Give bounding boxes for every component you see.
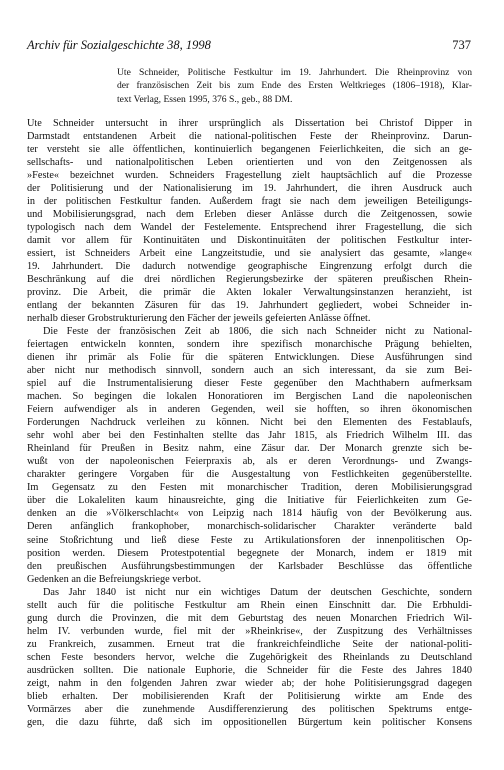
text-line: Deren anfänglich frankophober, monarchisch-solidarischer Charakter veränderte bald <box>27 521 472 533</box>
citation-line: Ute Schneider, Politische Festkultur im 19. Jahrhundert. Die Rheinprovinz von <box>117 67 472 78</box>
text-line: Im Gegensatz zu den Festen mit monarchischer Tradition, deren Mobilisierungsgrad <box>27 482 472 494</box>
text-line: stellt auch für die politische Festkultur am Rhein einen Einschnitt dar. Die Erbhuldi- <box>27 599 472 611</box>
text-line: Vormärzes aber die zunehmende Ausdifferenzierung des politischen Spektrums entge- <box>27 703 472 715</box>
text-line: damit vor allem für Kontinuitäten und Diskontinuitäten der politischen Festkultur inter- <box>27 235 472 247</box>
text-line: den preußischen Ausführungsbestimmungen der Karlsbader Beschlüsse das öffentliche <box>27 560 472 572</box>
text-line: Beschränkung auf die drei nördlichen Regierungsbezirke der späteren preußischen Rhein- <box>27 274 472 286</box>
text-line: in der politischen Festkultur fanden. Außerdem fragt sie nach dem jeweiligen Beteiligungs- <box>27 196 472 208</box>
text-line: der Politisierung und der Nationalisierung im 19. Jahrhundert, die ihren Ausdruck auch <box>27 183 472 195</box>
text-line: denken an die »Völkerschlacht« von Leipzig nach 1814 häufig von der Bevölkerung aus. <box>27 508 472 520</box>
text-line: »Feste« bezeichnet wurden. Schneiders Fragestellung zielt hauptsächlich auf die Prozesse <box>27 170 472 182</box>
running-header <box>27 38 471 53</box>
text-line: Forderungen Nachdruck verleihen zu können. Nicht bei den Elementen des Festablaufs, <box>27 417 472 429</box>
text-line: position werden. Diesem Protestpotential begegnete der Monarch, indem er 1819 mit <box>27 547 472 559</box>
text-line: über die Lokaleliten kaum hinausreichte, ging die Initiative für Feierlichkeiten zum Ge- <box>27 495 472 507</box>
text-line: blieb erhalten. Der mobilisierenden Kraft der Politisierung wirkte am Ende des <box>27 690 472 702</box>
text-line: essiert, ist Schneiders Arbeit eine Langzeitstudie, und sie analysiert das gesamte, »lange« <box>27 248 472 260</box>
text-line: gen, die dazu führte, daß sich im oppositionellen Bürgertum kein politischer Konsens <box>27 716 472 728</box>
text-line: provinz. Die Arbeit, die primär die Akten lokaler Verwaltungsinstanzen heranzieht, ist <box>27 287 472 299</box>
citation-line: text Verlag, Essen 1995, 376 S., geb., 88 DM. <box>117 93 293 105</box>
citation-line: der französischen Zeit bis zum Ende des Ersten Weltkrieges (1806–1918), Klar- <box>117 80 472 92</box>
text-line: helm IV. verbunden wurde, fiel mit der »Rheinkrise«, der Zuspitzung des Verhältnisses <box>27 625 472 637</box>
text-line: schen Feste besonders hervor, welche die Zugehörigkeit des Rheinlands zu Deutschland <box>27 651 472 663</box>
text-line: Ute Schneider untersucht in ihrer ursprünglich als Dissertation bei Christof Dipper in <box>27 118 472 129</box>
text-line: spiel auf die Instrumentalisierung dieser Feste gegenüber den Machthabern aufmerksam <box>27 378 472 390</box>
text-line: Feiern aufwendiger als in anderen Gegenden, weil sie hofften, so ihren ökonomischen <box>27 404 472 416</box>
text-line: wußt von der napoleonischen Feierpraxis ab, als er deren Verordnungs- und Zwangs- <box>27 456 472 468</box>
text-line: feiertagen entwickeln konnten, sondern ihre spezifisch monarchische Prägung behielten, <box>27 339 472 351</box>
text-line: dienen ihr primär als Folie für die späteren Entwicklungen. Diese Ausführungen sind <box>27 352 472 364</box>
text-line: Das Jahr 1840 ist nicht nur ein wichtiges Datum der deutschen Geschichte, sondern <box>43 586 472 598</box>
text-line: seine Stoßrichtung und ließ diese Feste zu Artikulationsforen der innenpolitischen Op- <box>27 534 472 546</box>
paragraph <box>27 117 472 325</box>
text-line: sehr wohl aber bei den Festinhalten stellte das Jahr 1815, als Friedrich Wilhelm III. das <box>27 430 472 442</box>
text-line: sellschafts- und nationalpolitischen Leben orientierten und von den Zeitgenossen als <box>27 157 472 169</box>
text-line: zu Frankreich, zusammen. Erneut trat die frankreichfeindliche Seite der national-politi- <box>27 638 472 650</box>
text-line: entlang der bekannten Zäsuren für das 19. Jahrhundert gegliedert, wobei Schneider in- <box>27 300 472 312</box>
review-body <box>27 117 472 729</box>
text-line: charakter geringere Vorgaben für die Ausgestaltung von Festlichkeiten gegenüberstellte. <box>27 469 472 481</box>
text-line: Gedenken an die Befreiungskriege verbot. <box>27 573 202 585</box>
text-line: ausdrücken sollten. Die nationale Euphorie, die Schneider für die Feste des Jahres 1840 <box>27 664 472 676</box>
text-line: machen. So begingen die lokalen Honoratioren im Bergischen Land die napoleonischen <box>27 391 472 403</box>
journal-title: Archiv für Sozialgeschichte 38, 1998 <box>27 38 211 52</box>
text-line: Die Feste der französischen Zeit ab 1806, die sich nach Schneider nicht zu National- <box>43 326 472 338</box>
paragraph <box>27 586 472 729</box>
page-number: 737 <box>452 38 471 52</box>
text-line: nerhalb dieser Grobstrukturierung den Fächer der jeweils gefeierten Anlässe öffnet. <box>27 313 371 325</box>
text-line: Rheinland für Preußen in Besitz nahm, eine Zäsur dar. Der Monarch grenzte sich be- <box>27 443 472 455</box>
text-line: aber nicht nur methodisch sinnvoll, sondern auch an sich interessant, da sie zum Bei- <box>27 365 472 377</box>
text-line: und Mobilisierungsgrad, nach dem Erleben dieser Anlässe durch die Zeitgenossen, sowie <box>27 209 472 221</box>
text-line: zeigt, nahm in den folgenden Jahren zwar wieder ab; der hohe Politisierungsgrad dagegen <box>27 677 472 689</box>
text-line: Darmstadt entstandenen Arbeit die national-politischen Feste der Rheinprovinz. Darun- <box>27 131 472 143</box>
paragraph <box>27 325 472 585</box>
text-line: 19. Jahrhundert. Die dadurch notwendige geographische Eingrenzung erfolgt durch die <box>27 261 472 273</box>
text-line: gung durch die Provinzen, die mit dem Geburtstag des neuen Monarchen Friedrich Wil- <box>27 612 472 624</box>
review-citation <box>117 66 472 106</box>
text-line: typologisch nach dem Wandel der Festelemente. Entsprechend ihrer Fragestellung, die sich <box>27 222 472 234</box>
text-line: ter versteht sie alle öffentlichen, kontinuierlich begangenen Feierlichkeiten, die sich an ge- <box>27 144 472 156</box>
